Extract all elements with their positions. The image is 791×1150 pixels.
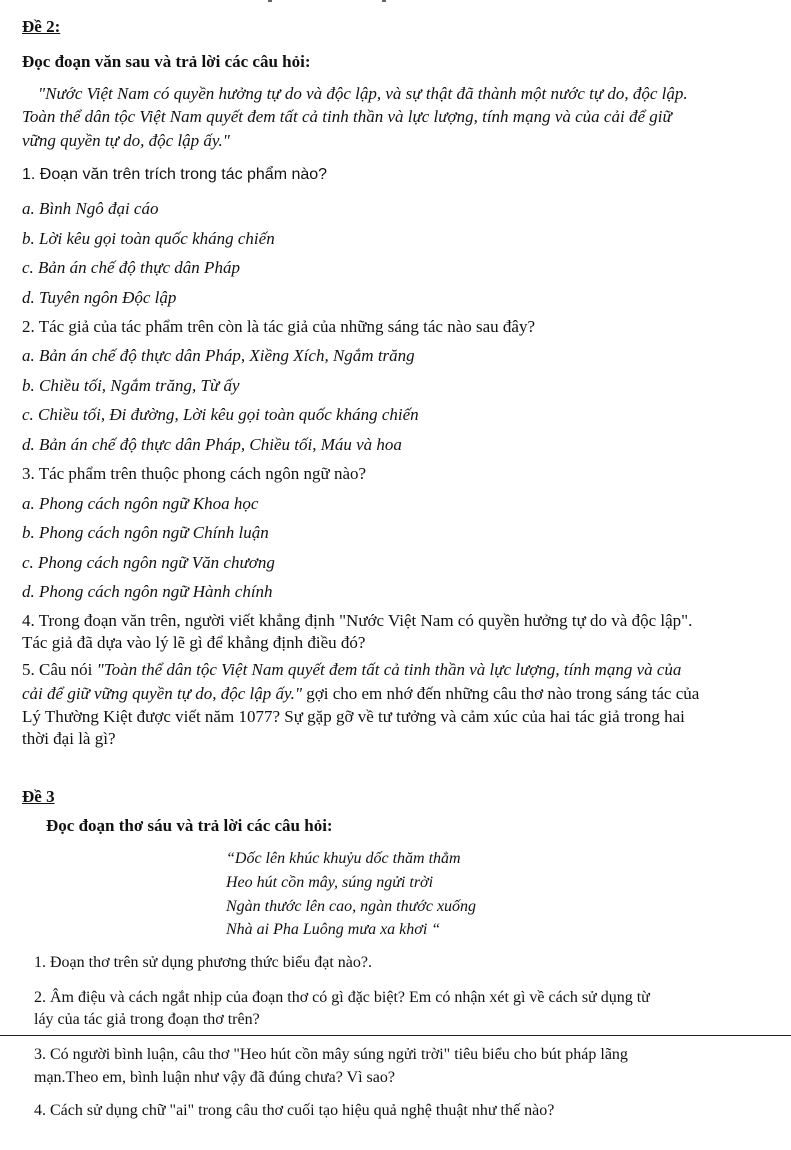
section-3-heading: Đề 3 xyxy=(22,787,55,806)
option-3a: a. Phong cách ngôn ngữ Khoa học xyxy=(22,494,259,513)
option-1c: c. Bản án chế độ thực dân Pháp xyxy=(22,258,240,277)
poem-line: Ngàn thước lên cao, ngàn thước xuống xyxy=(226,898,477,915)
question-5-prefix: 5. Câu nói xyxy=(22,660,97,679)
section-2-instruction: Đọc đoạn văn sau và trả lời các câu hỏi: xyxy=(22,52,311,71)
option-1a: a. Bình Ngô đại cáo xyxy=(22,199,159,218)
option-2c: c. Chiều tối, Đi đường, Lời kêu gọi toàn quốc kháng chiến xyxy=(22,405,419,424)
question-5-quote: "Toàn thể dân tộc Việt Nam quyết đem tất cả tinh thần và lực lượng, tính mạng và của xyxy=(96,660,682,679)
poem-line: “Dốc lên khúc khuỷu dốc thăm thẳm xyxy=(226,850,461,867)
question-1: 1. Đoạn văn trên trích trong tác phẩm nào? xyxy=(22,166,328,183)
section-3-question-2-line: 2. Âm điệu và cách ngắt nhịp của đoạn thơ có gì đặc biệt? Em có nhận xét gì về cách sử dụng từ xyxy=(34,989,650,1006)
option-2b: b. Chiều tối, Ngắm trăng, Từ ấy xyxy=(22,376,240,395)
section-2-heading: Đề 2: xyxy=(22,17,61,36)
question-2: 2. Tác giả của tác phẩm trên còn là tác giả của những sáng tác nào sau đây? xyxy=(22,317,536,336)
question-5-line xyxy=(22,684,699,704)
poem-line: Nhà ai Pha Luông mưa xa khơi “ xyxy=(226,921,441,938)
section-3-question-1: 1. Đoạn thơ trên sử dụng phương thức biểu đạt nào?. xyxy=(34,954,372,971)
question-5-quote: cải để giữ vững quyền tự do, độc lập ấy." xyxy=(22,684,302,703)
passage-line: Toàn thể dân tộc Việt Nam quyết đem tất cả tinh thần và lực lượng, tính mạng và của cải để giữ xyxy=(22,107,672,126)
question-4-line: Tác giả đã dựa vào lý lẽ gì để khẳng định điều đó? xyxy=(22,633,366,652)
option-3b: b. Phong cách ngôn ngữ Chính luận xyxy=(22,523,269,542)
option-1d: d. Tuyên ngôn Độc lập xyxy=(22,288,177,307)
question-5-line xyxy=(22,660,681,680)
section-3-question-3-line: mạn.Theo em, bình luận như vậy đã đúng chưa? Vì sao? xyxy=(34,1069,395,1086)
question-5-line: thời đại là gì? xyxy=(22,729,116,748)
option-2d: d. Bản án chế độ thực dân Pháp, Chiều tối, Máu và hoa xyxy=(22,435,402,454)
option-1b: b. Lời kêu gọi toàn quốc kháng chiến xyxy=(22,229,275,248)
option-2a: a. Bản án chế độ thực dân Pháp, Xiềng Xích, Ngắm trăng xyxy=(22,346,415,365)
option-3c: c. Phong cách ngôn ngữ Văn chương xyxy=(22,553,275,572)
top-edge-mark xyxy=(268,0,272,2)
option-3d: d. Phong cách ngôn ngữ Hành chính xyxy=(22,582,273,601)
passage-line: vững quyền tự do, độc lập ấy." xyxy=(22,131,230,150)
question-3: 3. Tác phẩm trên thuộc phong cách ngôn ngữ nào? xyxy=(22,464,367,483)
question-4-line: 4. Trong đoạn văn trên, người viết khẳng định "Nước Việt Nam có quyền hưởng tự do và độc lập". xyxy=(22,611,693,630)
section-3-instruction: Đọc đoạn thơ sáu và trả lời các câu hỏi: xyxy=(46,816,333,835)
top-edge-mark xyxy=(382,0,386,2)
question-5-text: gợi cho em nhớ đến những câu thơ nào trong sáng tác của xyxy=(301,684,700,703)
section-3-question-4: 4. Cách sử dụng chữ "ai" trong câu thơ cuối tạo hiệu quả nghệ thuật như thế nào? xyxy=(34,1102,555,1119)
question-5-line: Lý Thường Kiệt được viết năm 1077? Sự gặp gỡ về tư tưởng và cảm xúc của hai tác giả trong hai xyxy=(22,707,685,726)
horizontal-divider xyxy=(0,1035,791,1036)
passage-line: "Nước Việt Nam có quyền hưởng tự do và độc lập, và sự thật đã thành một nước tự do, độc lập. xyxy=(38,84,688,103)
poem-line: Heo hút cồn mây, súng ngửi trời xyxy=(226,874,434,891)
section-3-question-2-line: láy của tác giả trong đoạn thơ trên? xyxy=(34,1011,260,1028)
section-3-question-3-line: 3. Có người bình luận, câu thơ "Heo hút cồn mây súng ngửi trời" tiêu biểu cho bút pháp lãng xyxy=(34,1046,628,1063)
